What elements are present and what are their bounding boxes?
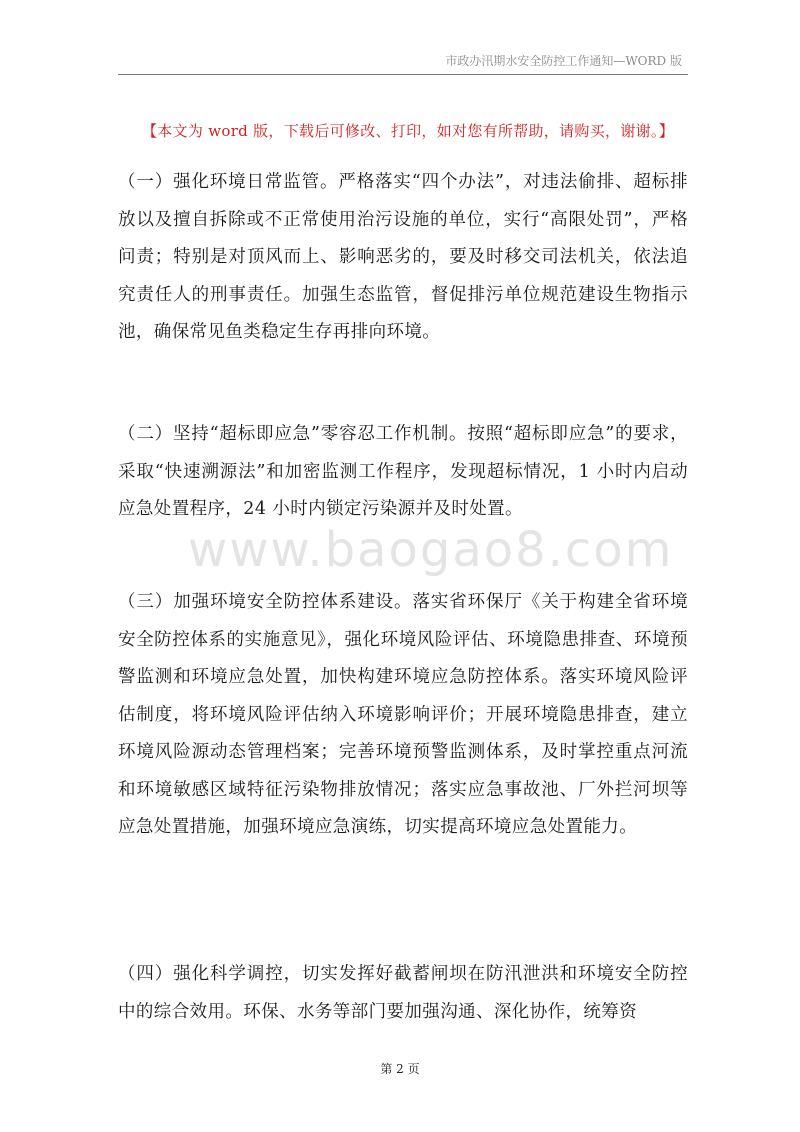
purchase-notice: 【本文为 word 版，下载后可修改、打印，如对您有所帮助，请购买，谢谢。】 (141, 122, 675, 140)
paragraph-1: （一）强化环境日常监管。严格落实“四个办法”，对违法偷排、超标排放以及擅自拆除或不正常使用治污设施的单位，实行“高限处罚”，严格问责；特别是对顶风而上、影响恶劣的，要及时移交司法机关，依法追究责任人的刑事责任。加强生态监管，督促排污单位规范建设生物指示池，确保常见鱼类稳定生存再排向环境。 (118, 172, 688, 342)
paragraph-2: （二）坚持“超标即应急”零容忍工作机制。按照“超标即应急”的要求，采取“快速溯源法”和加密监测工作程序，发现超标情况，1 小时内启动应急处置程序，24 小时内锁定污染源并及时处置。 (118, 424, 688, 519)
header-divider (118, 74, 688, 75)
paragraph-3: （三）加强环境安全防控体系建设。落实省环保厅《关于构建全省环境安全防控体系的实施意见》，强化环境风险评估、环境隐患排查、环境预警监测和环境应急处置，加快构建环境应急防控体系。落实环境风险评估制度，将环境风险评估纳入环境影响评价；开展环境隐患排查，建立环境风险源动态管理档案；完善环境预警监测体系，及时掌控重点河流和环境敏感区域特征污染物排放情况；落实应急事故池、厂外拦河坝等应急处置措施，加强环境应急演练，切实提高环境应急处置能力。 (118, 592, 688, 837)
page-number: 第 2 页 (380, 1062, 420, 1076)
document-header-title: 市政办汛期水安全防控工作通知—WORD 版 (445, 54, 682, 68)
paragraph-4: （四）强化科学调控，切实发挥好截蓄闸坝在防汛泄洪和环境安全防控中的综合效用。环保、水务等部门要加强沟通、深化协作，统筹资 (118, 964, 688, 1022)
watermark: www.baogao8.com (188, 522, 674, 578)
